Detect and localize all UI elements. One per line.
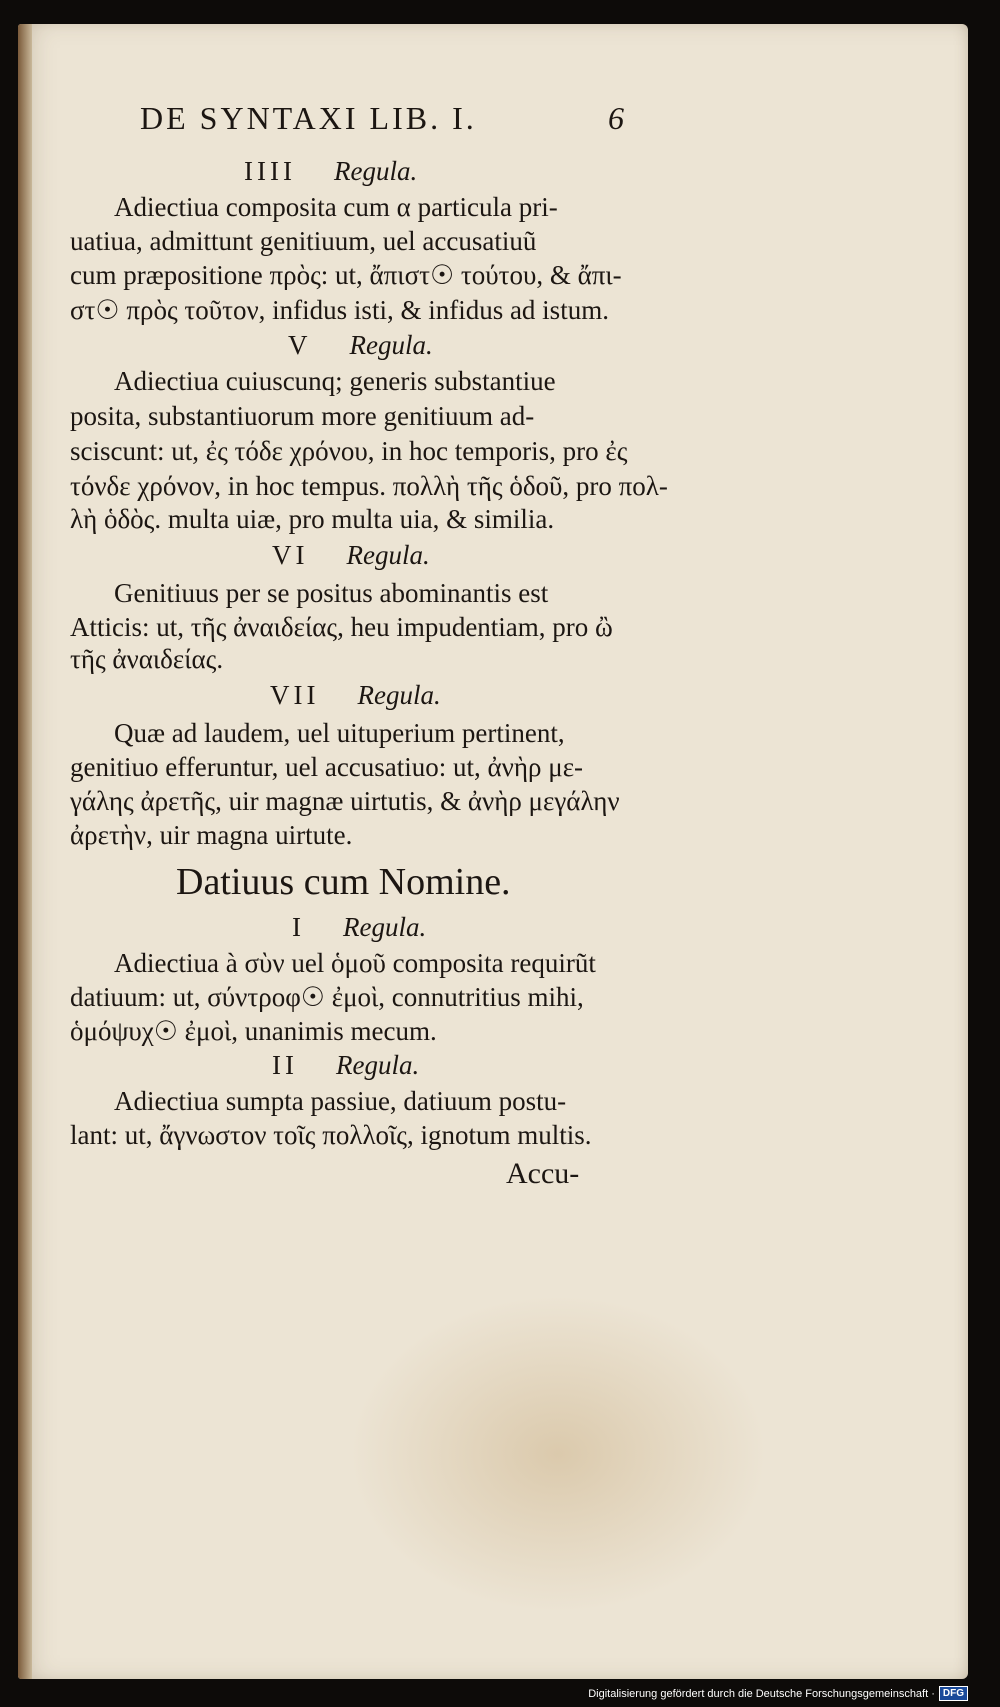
header-title: DE SYNTAXI LIB. I. (140, 100, 477, 136)
text-line: Genitiuus per se positus abominantis est (114, 578, 549, 608)
rule-heading: V Regula. (288, 330, 433, 360)
text-line: cum præpositione πρὸς: ut, ἄπιστ☉ τούτου, & ἄπι- (70, 260, 622, 290)
text-line: στ☉ πρὸς τοῦτον, infidus isti, & infidus ad istum. (70, 295, 609, 325)
page-gutter (18, 24, 32, 1679)
text-line: Adiectiua composita cum α particula pri- (114, 192, 558, 222)
footer-text: Digitalisierung gefördert durch die Deutsche Forschungsgemeinschaft · (588, 1687, 935, 1700)
text-line: Atticis: ut, τῆς ἀναιδείας, heu impudentiam, pro ὢ (70, 612, 613, 642)
text-line: genitiuo efferuntur, uel accusatiuo: ut, ἀνὴρ με- (70, 752, 584, 782)
water-stain (348, 1294, 768, 1614)
text-line: λὴ ὁδὸς. multa uiæ, pro multa uia, & similia. (70, 504, 555, 534)
text-line: sciscunt: ut, ἐς τόδε χρόνου, in hoc temporis, pro ἐς (70, 436, 628, 466)
text-line: τόνδε χρόνον, in hoc tempus. πολλὴ τῆς ὁδοῦ, pro πολ- (70, 471, 668, 501)
rule-heading: IIII Regula. (244, 156, 418, 186)
catchword: Accu- (506, 1157, 580, 1190)
rule-heading: I Regula. (292, 912, 427, 942)
page-number: 6 (608, 100, 627, 136)
dfg-logo-icon: DFG (939, 1686, 968, 1701)
text-line: Adiectiua à σὺν uel ὁμοῦ composita requirũt (114, 948, 596, 978)
section-title: Datiuus cum Nomine. (176, 861, 511, 903)
rule-heading: VI Regula. (272, 540, 430, 570)
text-line: ὁμόψυχ☉ ἐμοὶ, unanimis mecum. (70, 1016, 437, 1046)
footer-credit (588, 1686, 968, 1701)
text-line: ἀρετὴν, uir magna uirtute. (70, 820, 353, 850)
text-line: τῆς ἀναιδείας. (70, 644, 224, 674)
rule-heading: II Regula. (272, 1050, 420, 1080)
text-line: uatiua, admittunt genitiuum, uel accusatiuũ (70, 226, 537, 256)
rule-heading: VII Regula. (270, 680, 441, 710)
text-line: datiuum: ut, σύντροφ☉ ἐμοὶ, connutritius mihi, (70, 982, 584, 1012)
text-line: Adiectiua sumpta passiue, datiuum postu- (114, 1086, 567, 1116)
text-line: γάλης ἀρετῆς, uir magnæ uirtutis, & ἀνὴρ μεγάλην (70, 786, 620, 816)
text-line: Quæ ad laudem, uel uituperium pertinent, (114, 718, 565, 748)
text-line: posita, substantiuorum more genitiuum ad- (70, 401, 535, 431)
text-line: lant: ut, ἄγνωστον τοῖς πολλοῖς, ignotum multis. (70, 1120, 592, 1150)
text-line: Adiectiua cuiuscunq; generis substantiue (114, 366, 556, 396)
